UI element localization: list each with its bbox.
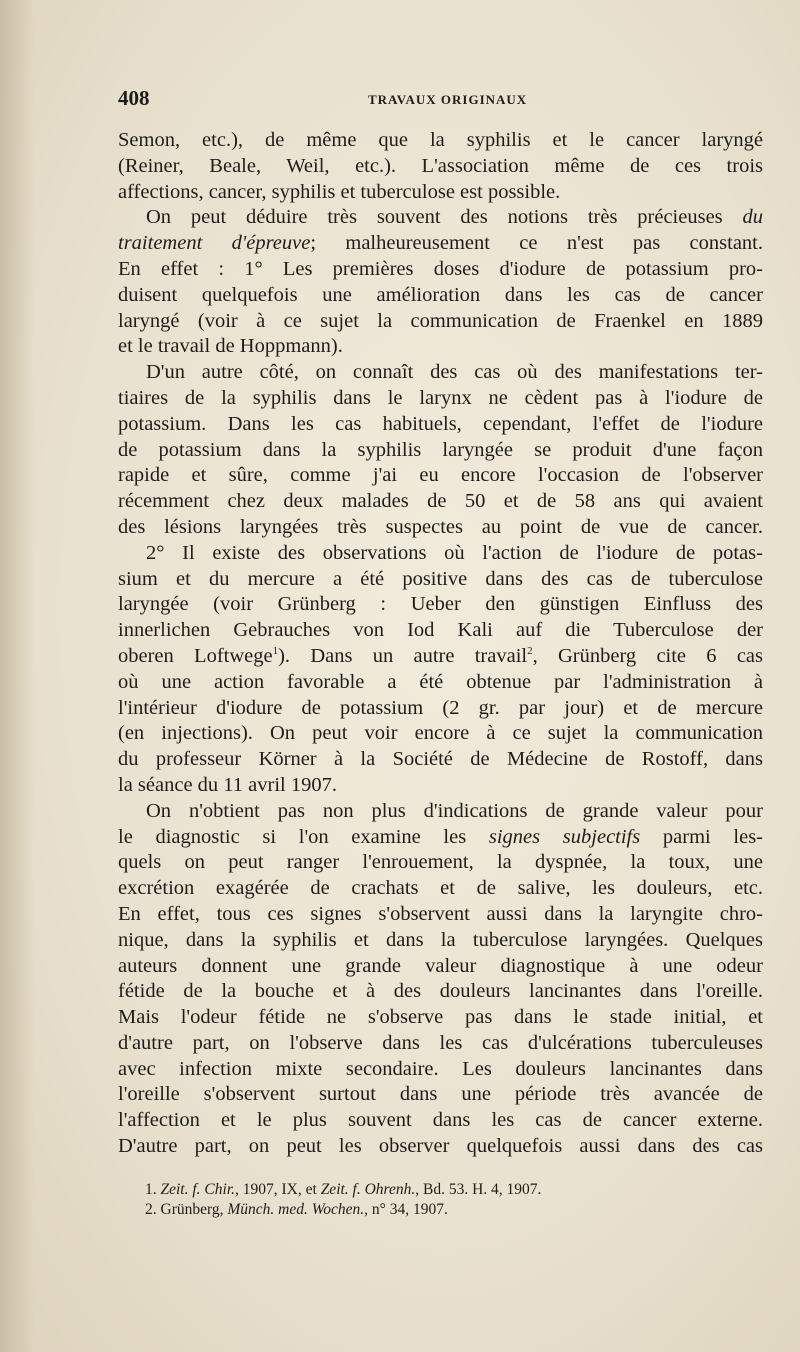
text-line: nique, dans la syphilis et dans la tuberculose laryngées. Quelques [118,928,763,951]
text-line: rapide et sûre, comme j'ai eu encore l'occasion de l'observer [118,464,763,487]
footnote-1: 1. Zeit. f. Chir., 1907, IX, et Zeit. f. Ohrenh., Bd. 53. H. 4, 1907. [145,1181,542,1198]
text-line: d'autre part, on l'observe dans les cas d'ulcérations tuberculeuses [118,1031,763,1054]
page-number: 408 [118,86,150,110]
text-line: traitement d'épreuve; malheureusement ce n'est pas constant. [118,232,763,255]
text-line: des lésions laryngées très suspectes au point de vue de cancer. [118,515,763,538]
footnote-2: 2. Grünberg, Münch. med. Wochen., n° 34, 1907. [145,1201,448,1218]
text-line: l'affection et le plus souvent dans les cas de cancer externe. [118,1109,763,1132]
text-line: D'autre part, on peut les observer quelquefois aussi dans des cas [118,1135,763,1158]
text-line: Semon, etc.), de même que la syphilis et le cancer laryngé [118,129,763,151]
text-line: quels on peut ranger l'enrouement, la dyspnée, la toux, une [118,851,763,874]
text-line: affections, cancer, syphilis et tuberculose est possible. [118,180,561,203]
text-line: laryngé (voir à ce sujet la communication de Fraenkel en 1889 [118,309,763,332]
text-line: En effet : 1° Les premières doses d'iodure de potassium pro- [118,257,763,280]
text-line: récemment chez deux malades de 50 et de 58 ans qui avaient [118,490,763,513]
footnotes [145,1180,745,1220]
text-line: l'intérieur d'iodure de potassium (2 gr. par jour) et de mercure [118,696,763,719]
binding-shadow [0,0,34,1352]
footnote-ref-2: 2 [527,645,533,658]
text-line: D'un autre côté, on connaît des cas où des manifestations ter- [146,361,763,384]
text-line: (Reiner, Beale, Weil, etc.). L'association même de ces trois [118,154,763,177]
text-line: excrétion exagérée de crachats et de salive, les douleurs, etc. [118,877,763,900]
text-line: Mais l'odeur fétide ne s'observe pas dans le stade initial, et [118,1006,763,1029]
header-title: TRAVAUX ORIGINAUX [368,92,528,107]
text-line: fétide de la bouche et à des douleurs lancinantes dans l'oreille. [118,980,763,1003]
running-head [118,86,763,116]
text-line: le diagnostic si l'on examine les signes subjectifs parmi les- [118,825,763,848]
text-line: laryngée (voir Grünberg : Ueber den günstigen Einfluss des [118,593,763,616]
text-line: duisent quelquefois une amélioration dans les cas de cancer [118,283,763,306]
text-line: On peut déduire très souvent des notions très précieuses du [146,206,764,229]
text-line: la séance du 11 avril 1907. [118,773,337,796]
text-line: du professeur Körner à la Société de Médecine de Rostoff, dans [118,748,763,771]
text-line: 2° Il existe des observations où l'action de l'iodure de potas- [146,541,763,564]
text-line: sium et du mercure a été positive dans des cas de tuberculose [118,567,763,590]
text-line: l'oreille s'observent surtout dans une période très avancée de [118,1083,763,1106]
text-line: oberen Loftwege$^1$). Dans un autre travail$^2$, Grünberg cite 6 cas [118,644,763,667]
text-line: et le travail de Hoppmann). [118,335,343,358]
footnote-ref-1: 1 [272,645,279,658]
text-line: En effet, tous ces signes s'observent aussi dans la laryngite chro- [118,902,763,925]
text-line: avec infection mixte secondaire. Les douleurs lancinantes dans [118,1057,763,1080]
text-line: potassium. Dans les cas habituels, cependant, l'effet de l'iodure [118,412,763,435]
text-line: innerlichen Gebrauches von Iod Kali auf die Tuberculose der [118,619,763,642]
text-line: où une action favorable a été obtenue par l'administration à [118,670,763,693]
text-line: auteurs donnent une grande valeur diagnostique à une odeur [118,954,763,977]
text-line: tiaires de la syphilis dans le larynx ne cèdent pas à l'iodure de [118,386,763,409]
text-line: (en injections). On peut voir encore à ce sujet la communication [118,722,763,745]
text-line: de potassium dans la syphilis laryngée se produit d'une façon [118,438,763,461]
body-text [118,128,763,1160]
text-line: On n'obtient pas non plus d'indications de grande valeur pour [146,799,763,822]
